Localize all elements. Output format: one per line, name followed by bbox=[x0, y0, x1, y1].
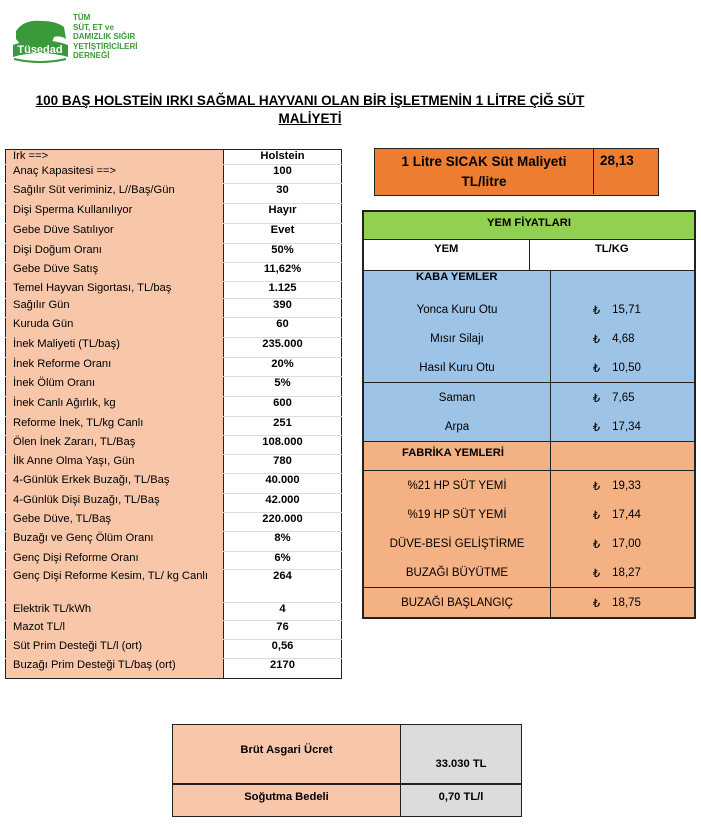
param-value: 264 bbox=[224, 570, 342, 603]
feed-price-cell bbox=[551, 324, 694, 353]
title-line-1: 100 BAŞ HOLSTEİN IRKI SAĞMAL HAYVANI OLAN BİR İŞLETMENİN 1 LİTRE ÇİĞ SÜT bbox=[35, 93, 585, 108]
param-label: Buzağı Prim Desteği TL/baş (ort) bbox=[6, 659, 224, 679]
feed-price: 7,65 bbox=[612, 391, 635, 404]
param-value: 2170 bbox=[224, 659, 342, 679]
factory-feeds-section bbox=[364, 441, 694, 617]
param-value: Hayır bbox=[224, 204, 342, 224]
coarse-feeds-title-row bbox=[364, 271, 694, 295]
feed-row bbox=[364, 500, 694, 529]
lira-symbol-icon: ₺ bbox=[592, 509, 601, 522]
gross-wage-label: Brüt Asgari Ücret bbox=[173, 725, 401, 783]
feed-row bbox=[364, 353, 694, 382]
param-value: 30 bbox=[224, 184, 342, 204]
param-value: Evet bbox=[224, 224, 342, 244]
param-row bbox=[6, 621, 342, 640]
feed-price: 18,27 bbox=[612, 566, 641, 579]
logo-line: TÜM bbox=[73, 13, 91, 22]
milk-cost-label-line-1: 1 Litre SICAK Süt Maliyeti bbox=[401, 154, 567, 169]
feed-col-price-header: TL/KG bbox=[594, 243, 629, 255]
gross-wage-value: 33.030 TL bbox=[401, 725, 521, 783]
param-value: 40.000 bbox=[224, 474, 342, 494]
feed-prices-table bbox=[362, 210, 696, 619]
param-row bbox=[6, 436, 342, 455]
param-label: Temel Hayvan Sigortası, TL/baş bbox=[6, 282, 224, 299]
logo-org-name bbox=[73, 13, 137, 61]
param-row bbox=[6, 377, 342, 397]
param-label: Dişi Doğum Oranı bbox=[6, 244, 224, 263]
param-label: Dişi Sperma Kullanılıyor bbox=[6, 204, 224, 224]
param-value: 220.000 bbox=[224, 513, 342, 532]
lira-symbol-icon: ₺ bbox=[592, 538, 601, 551]
factory-feeds-title-row bbox=[364, 442, 694, 470]
feed-price-cell bbox=[551, 529, 694, 558]
param-value: 6% bbox=[224, 552, 342, 570]
feed-price: 10,50 bbox=[612, 361, 641, 374]
milk-cost-value: 28,13 bbox=[593, 149, 659, 194]
feed-name: Hasıl Kuru Otu bbox=[364, 353, 551, 382]
param-row bbox=[6, 282, 342, 299]
param-value: 50% bbox=[224, 244, 342, 263]
feed-row bbox=[364, 412, 694, 441]
param-label: Mazot TL/l bbox=[6, 621, 224, 640]
feed-price: 17,44 bbox=[612, 508, 641, 521]
feed-row bbox=[364, 587, 694, 617]
feed-price-cell bbox=[551, 412, 694, 441]
param-label: Sağılır Süt veriminiz, L//Baş/Gün bbox=[6, 184, 224, 204]
lira-symbol-icon: ₺ bbox=[592, 333, 601, 346]
feed-price-cell bbox=[551, 500, 694, 529]
feed-name: Arpa bbox=[364, 412, 551, 441]
param-row bbox=[6, 263, 342, 282]
param-value: 20% bbox=[224, 358, 342, 377]
param-label: 4-Günlük Dişi Buzağı, TL/Baş bbox=[6, 494, 224, 513]
cooling-fee-value: 0,70 TL/l bbox=[401, 783, 521, 816]
param-row bbox=[6, 513, 342, 532]
param-value: 100 bbox=[224, 165, 342, 184]
param-row bbox=[6, 358, 342, 377]
feed-price: 4,68 bbox=[612, 332, 635, 345]
logo-line: DERNEĞİ bbox=[73, 51, 110, 60]
param-value: 42.000 bbox=[224, 494, 342, 513]
param-label: Irk ==> bbox=[6, 150, 224, 165]
param-value: 780 bbox=[224, 455, 342, 474]
param-value: Holstein bbox=[224, 150, 342, 165]
feed-price: 15,71 bbox=[612, 303, 641, 316]
param-label: Kuruda Gün bbox=[6, 318, 224, 338]
param-label: Elektrik TL/kWh bbox=[6, 603, 224, 621]
lira-symbol-icon: ₺ bbox=[592, 362, 601, 375]
param-label: Gebe Düve Satılıyor bbox=[6, 224, 224, 244]
param-label: Gebe Düve, TL/Baş bbox=[6, 513, 224, 532]
milk-cost-label-line-2: TL/litre bbox=[461, 174, 507, 189]
lira-symbol-icon: ₺ bbox=[592, 480, 601, 493]
feed-price: 17,34 bbox=[612, 420, 641, 433]
feed-row bbox=[364, 470, 694, 500]
logo-line: SÜT, ET ve bbox=[73, 22, 114, 32]
param-value: 60 bbox=[224, 318, 342, 338]
param-label: Reforme İnek, TL/kg Canlı bbox=[6, 417, 224, 436]
feed-prices-header: YEM FİYATLARI bbox=[364, 212, 694, 240]
feed-price-cell bbox=[551, 383, 694, 412]
param-value: 4 bbox=[224, 603, 342, 621]
feed-price: 17,00 bbox=[612, 537, 641, 550]
param-row bbox=[6, 184, 342, 204]
feed-row bbox=[364, 529, 694, 558]
param-label: İlk Anne Olma Yaşı, Gün bbox=[6, 455, 224, 474]
param-row bbox=[6, 570, 342, 603]
lira-symbol-icon: ₺ bbox=[592, 392, 601, 405]
param-label: Genç Dişi Reforme Kesim, TL/ kg Canlı bbox=[6, 570, 224, 603]
feed-row bbox=[364, 382, 694, 412]
param-label: Ölen İnek Zararı, TL/Baş bbox=[6, 436, 224, 455]
feed-name: Yonca Kuru Otu bbox=[364, 295, 551, 324]
param-row bbox=[6, 150, 342, 165]
milk-cost-label bbox=[375, 152, 593, 192]
param-label: Anaç Kapasitesi ==> bbox=[6, 165, 224, 184]
lira-symbol-icon: ₺ bbox=[592, 421, 601, 434]
param-row bbox=[6, 494, 342, 513]
param-value: 5% bbox=[224, 377, 342, 397]
param-row bbox=[6, 318, 342, 338]
feed-price: 19,33 bbox=[612, 479, 641, 492]
feed-price-cell bbox=[551, 471, 694, 500]
factory-feeds-title: FABRİKA YEMLERİ bbox=[364, 442, 551, 470]
param-row bbox=[6, 299, 342, 318]
param-value: 108.000 bbox=[224, 436, 342, 455]
feed-price-cell bbox=[551, 353, 694, 382]
param-row bbox=[6, 224, 342, 244]
logo-line: DAMIZLIK SIĞIR bbox=[73, 32, 136, 41]
lira-symbol-icon: ₺ bbox=[592, 304, 601, 317]
feed-name: %21 HP SÜT YEMİ bbox=[364, 471, 551, 500]
coarse-feeds-title: KABA YEMLER bbox=[364, 271, 551, 295]
feed-price-cell bbox=[551, 558, 694, 587]
param-label: İnek Ölüm Oranı bbox=[6, 377, 224, 397]
feed-col-name-header: YEM bbox=[364, 240, 530, 270]
cooling-fee-label: Soğutma Bedeli bbox=[173, 783, 401, 816]
param-value: 11,62% bbox=[224, 263, 342, 282]
tusedad-logo bbox=[10, 13, 138, 65]
param-label: Sağılır Gün bbox=[6, 299, 224, 318]
feed-row bbox=[364, 295, 694, 324]
param-value: 235.000 bbox=[224, 338, 342, 358]
param-label: İnek Canlı Ağırlık, kg bbox=[6, 397, 224, 417]
param-value: 251 bbox=[224, 417, 342, 436]
param-row bbox=[6, 603, 342, 621]
param-value: 600 bbox=[224, 397, 342, 417]
milk-cost-box bbox=[374, 148, 659, 196]
param-row bbox=[6, 417, 342, 436]
param-row bbox=[6, 474, 342, 494]
wage-cooling-box bbox=[172, 724, 522, 817]
feed-row bbox=[364, 324, 694, 353]
cow-logo-icon bbox=[10, 13, 70, 65]
coarse-feeds-section bbox=[364, 271, 694, 441]
feed-name: DÜVE-BESİ GELİŞTİRME bbox=[364, 529, 551, 558]
param-label: İnek Reforme Oranı bbox=[6, 358, 224, 377]
param-row bbox=[6, 244, 342, 263]
feed-price: 18,75 bbox=[612, 596, 641, 609]
param-label: Gebe Düve Satış bbox=[6, 263, 224, 282]
param-value: 0,56 bbox=[224, 640, 342, 659]
param-row bbox=[6, 659, 342, 679]
feed-name: %19 HP SÜT YEMİ bbox=[364, 500, 551, 529]
param-value: 1.125 bbox=[224, 282, 342, 299]
lira-symbol-icon: ₺ bbox=[592, 597, 601, 610]
param-row bbox=[6, 165, 342, 184]
param-value: 8% bbox=[224, 532, 342, 552]
param-row bbox=[6, 532, 342, 552]
param-label: İnek Maliyeti (TL/baş) bbox=[6, 338, 224, 358]
param-label: Süt Prim Desteği TL/l (ort) bbox=[6, 640, 224, 659]
feed-column-headers bbox=[364, 240, 694, 271]
param-label: 4-Günlük Erkek Buzağı, TL/Baş bbox=[6, 474, 224, 494]
parameters-table bbox=[5, 149, 342, 679]
param-row bbox=[6, 455, 342, 474]
lira-symbol-icon: ₺ bbox=[592, 567, 601, 580]
param-value: 390 bbox=[224, 299, 342, 318]
logo-mark-text: Tüsedad bbox=[17, 44, 63, 56]
feed-name: BUZAĞI BÜYÜTME bbox=[364, 558, 551, 587]
param-row bbox=[6, 397, 342, 417]
feed-name: BUZAĞI BAŞLANGIÇ bbox=[364, 588, 551, 617]
feed-row bbox=[364, 558, 694, 587]
param-row bbox=[6, 640, 342, 659]
feed-name: Saman bbox=[364, 383, 551, 412]
feed-name: Mısır Silajı bbox=[364, 324, 551, 353]
param-label: Genç Dişi Reforme Oranı bbox=[6, 552, 224, 570]
param-row bbox=[6, 204, 342, 224]
feed-price-cell bbox=[551, 588, 694, 617]
param-label: Buzağı ve Genç Ölüm Oranı bbox=[6, 532, 224, 552]
title-line-2: MALİYETİ bbox=[278, 111, 342, 126]
feed-price-cell bbox=[551, 295, 694, 324]
param-row bbox=[6, 552, 342, 570]
page-title bbox=[10, 92, 610, 128]
param-value: 76 bbox=[224, 621, 342, 640]
param-row bbox=[6, 338, 342, 358]
logo-line: YETİŞTİRİCİLERİ bbox=[73, 41, 138, 51]
